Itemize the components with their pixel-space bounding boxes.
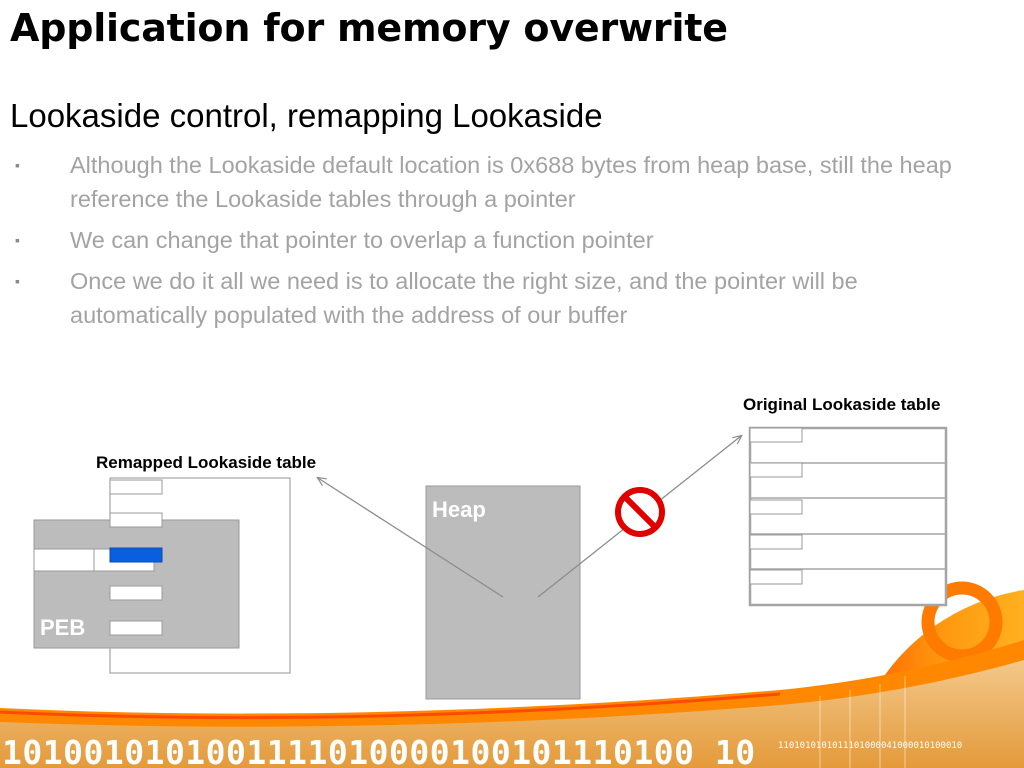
peb-pointer-cell [34,549,94,571]
lookaside-entry [110,480,162,494]
lookaside-entry [750,570,802,584]
lookaside-entry [750,428,802,442]
binary-text: 1010010101001111010000100101110100 10 [2,733,756,768]
bullet-text: Once we do it all we need is to allocate the right size, and the pointer will be automatically populated with the address of our buffer [70,268,858,328]
binary-text-small: 1101010101011101000041000010100010 [778,741,963,751]
bullet-icon: ▪ [15,232,20,248]
lookaside-entry [750,463,802,477]
slide-title: Application for memory overwrite [10,6,728,50]
bullet-text: Although the Lookaside default location is 0x688 bytes from heap base, still the heap reference the Lookaside tables through a pointer [70,152,952,212]
lookaside-entry [110,621,162,635]
peb-label: PEB [40,615,86,640]
prohibited-icon [618,490,662,534]
heap-label: Heap [432,497,486,522]
bullet-icon: ▪ [15,157,20,173]
original-lookaside-table [750,428,946,605]
bullet-text: We can change that pointer to overlap a function pointer [70,227,654,253]
bullet-icon: ▪ [15,273,20,289]
lookaside-entry-highlighted [110,548,162,562]
lookaside-entry [110,513,162,527]
lookaside-entry [750,500,802,514]
remapped-table-label: Remapped Lookaside table [96,453,317,472]
lookaside-entry [110,586,162,600]
slide-subtitle: Lookaside control, remapping Lookaside [10,97,603,134]
original-table-label: Original Lookaside table [743,395,941,414]
lookaside-entry [750,535,802,549]
